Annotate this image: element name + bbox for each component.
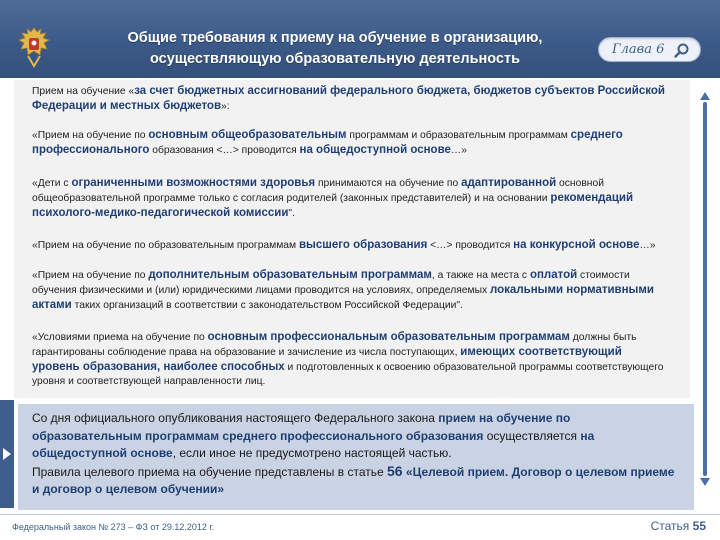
highlight-text: высшего образования (298, 239, 428, 251)
footer-article-number: 55 (692, 519, 706, 533)
article-link-number[interactable]: 56 (387, 462, 403, 479)
footer-article (651, 519, 706, 533)
footer-divider (0, 514, 720, 515)
header-band (0, 0, 720, 78)
highlight-text: основным общеобразовательным (148, 129, 347, 141)
highlight-text: локальными нормативными актами (32, 284, 654, 311)
scrollbar-thumb[interactable] (703, 102, 707, 476)
highlight-text: адаптированной (461, 177, 557, 189)
page-title-line2: осуществляющую образовательную деятельность (149, 51, 520, 67)
highlight-text: за счет бюджетных ассигнований федерального бюджета, бюджетов субъектов Российской Федерации и местных бюджетов (32, 85, 665, 112)
paragraph-additional-programs: «Прием на обучение по дополнительным образовательным программам, а также на места с оплатой стоимости обучения физическими и (или) юридическими лицами проводится на условиях, определяемых локальными нормативными актами таких организаций в соответствии с законодательством Российской Федерации". (32, 269, 654, 311)
highlight-text: дополнительным образовательным программам (148, 269, 432, 281)
chapter-search-box[interactable] (598, 37, 701, 62)
content-panel (14, 80, 690, 398)
footer-article-label: Статья (650, 519, 690, 533)
note-text: Со дня официального опубликования настоящего Федерального закона прием на обучение по образовательным программам среднего профессионального образования осуществляется на общедоступной основе, если иное не предусмотрено настоящей частью. Правила целевого приема на обучение представлены в статье 56 «Целевой прием. Договор о целевом приеме и договор о целевом обучении» (32, 411, 675, 496)
highlight-text: на общедоступной основе (32, 428, 595, 460)
paragraph-higher-education: «Прием на обучение по образовательным программам высшего образования <…> проводится на конкурсной основе…» (32, 239, 656, 251)
article-link-title[interactable]: «Целевой прием. Договор о целевом приеме и договор о целевом обучении» (32, 464, 675, 496)
paragraph-disabilities: «Дети с ограниченными возможностями здоровья принимаются на обучение по адаптированной основной общеобразовательной программе только с согласия родителей (законных представителей) и на основании рекомендаций психолого-медико-педагогической комиссии". (32, 177, 634, 219)
paragraph-professional-programs: «Условиями приема на обучение по основным профессиональным образовательным программам должны быть гарантированы соблюдение права на образование и зачисление из числа поступающих, имеющих соответствующий уровень образования, наиболее способных и подготовленных к освоению образовательной программы соответствующего уровня и соответствующей направленности лиц. (32, 331, 664, 387)
scroll-up-arrow-icon[interactable] (700, 92, 710, 100)
paragraph-budget: Прием на обучение «за счет бюджетных ассигнований федерального бюджета, бюджетов субъектов Российской Федерации и местных бюджетов»: (32, 85, 665, 112)
highlight-text: ограниченными возможностями здоровья (71, 177, 316, 189)
note-box (18, 404, 694, 510)
highlight-text: рекомендаций психолого-медико-педагогической комиссии (32, 192, 634, 219)
highlight-text: прием на обучение по образовательным программам среднего профессионального образования (32, 411, 571, 443)
page-title-line1: Общие требования к приему на обучение в организацию, (127, 30, 543, 46)
scrollbar[interactable] (702, 92, 708, 486)
page-title (80, 28, 590, 70)
note-tab[interactable] (0, 400, 14, 508)
chapter-label: Глава 6 (612, 42, 665, 57)
search-icon[interactable] (673, 42, 690, 59)
highlight-text: на общедоступной основе (299, 144, 451, 156)
highlight-text: основным профессиональным образовательным программам (207, 331, 570, 343)
russian-coat-of-arms-icon (14, 24, 54, 70)
play-arrow-icon (3, 448, 11, 460)
paragraph-general-education: «Прием на обучение по основным общеобразовательным программам и образовательным программам среднего профессионального образования <…> проводится на общедоступной основе…» (32, 129, 623, 156)
highlight-text: на конкурсной основе (513, 239, 640, 251)
highlight-text: имеющих соответствующий уровень образования, наиболее способных (32, 346, 622, 373)
footer-law-reference: Федеральный закон № 273 – ФЗ от 29.12.2012 г. (12, 522, 215, 532)
highlight-text: оплатой (529, 269, 578, 281)
scroll-down-arrow-icon[interactable] (700, 478, 710, 486)
highlight-text: среднего профессионального (32, 129, 623, 156)
